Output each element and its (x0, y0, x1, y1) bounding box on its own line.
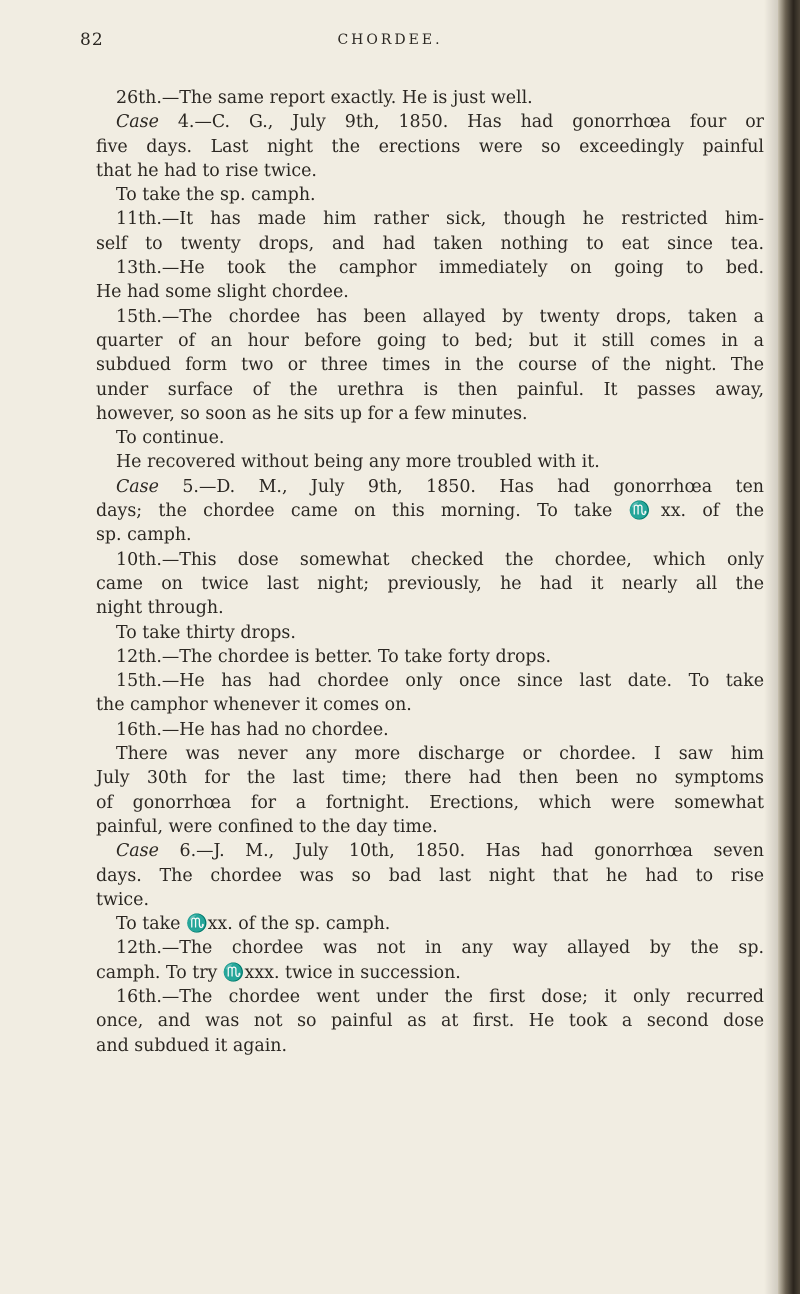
text-line (96, 378, 764, 402)
text-line (116, 426, 764, 450)
text-line (116, 207, 764, 231)
line-text: however, so soon as he sits up for a few minutes. (96, 403, 528, 424)
text-line (96, 766, 764, 790)
line-text: camph. To try ♏xxx. twice in succession. (96, 962, 461, 983)
line-text: He recovered without being any more troubled with it. (116, 452, 600, 473)
text-line (116, 86, 764, 110)
text-line (96, 135, 764, 159)
page-number: 82 (80, 30, 104, 50)
line-text: sp. camph. (96, 525, 192, 546)
line-text: 10th.—This dose somewhat checked the chordee, which only (116, 549, 764, 570)
line-text: quarter of an hour before going to bed; but it still comes in a (96, 330, 764, 351)
case-label: Case (116, 112, 159, 133)
body-text (96, 86, 764, 1058)
line-text: came on twice last night; previously, he had it nearly all the (96, 573, 764, 594)
text-line (96, 864, 764, 888)
line-text: days. The chordee was so bad last night that he had to rise (96, 865, 764, 886)
text-line (96, 523, 764, 547)
line-text: To take ♏xx. of the sp. camph. (116, 914, 391, 935)
line-text: twice. (96, 889, 149, 910)
line-text: painful, were confined to the day time. (96, 816, 438, 837)
line-text: 16th.—He has had no chordee. (116, 719, 389, 740)
line-text: days; the chordee came on this morning. To take ♏xx. of the (96, 501, 764, 522)
line-text: 15th.—He has had chordee only once since last date. To take (116, 671, 764, 692)
case-label: Case (116, 841, 159, 862)
text-line (96, 815, 764, 839)
text-line (116, 742, 764, 766)
text-line (116, 548, 764, 572)
text-line (116, 450, 764, 474)
text-line (96, 499, 764, 523)
line-text: and subdued it again. (96, 1035, 288, 1056)
text-line (116, 985, 764, 1009)
text-line (96, 402, 764, 426)
text-line (116, 183, 764, 207)
text-line (116, 718, 764, 742)
line-text: July 30th for the last time; there had then been no symptoms (96, 768, 764, 789)
line-text: night through. (96, 598, 224, 619)
line-text: He had some slight chordee. (96, 282, 349, 303)
line-text: 13th.—He took the camphor immediately on going to bed. (116, 258, 764, 279)
line-text: To take thirty drops. (116, 622, 296, 643)
text-line (96, 159, 764, 183)
text-line (116, 936, 764, 960)
line-text: of gonorrhœa for a fortnight. Erections, which were somewhat (96, 792, 764, 813)
line-text: self to twenty drops, and had taken nothing to eat since tea. (96, 233, 764, 254)
text-line (116, 305, 764, 329)
line-text: that he had to rise twice. (96, 160, 317, 181)
text-line (96, 791, 764, 815)
text-line (116, 110, 764, 134)
line-text: 12th.—The chordee was not in any way allayed by the sp. (116, 938, 764, 959)
line-text: 5.—D. M., July 9th, 1850. Has had gonorrhœa ten (158, 476, 764, 497)
page-header (0, 30, 780, 54)
text-line (96, 961, 764, 985)
line-text: 16th.—The chordee went under the first dose; it only recurred (116, 986, 764, 1007)
line-text: 6.—J. M., July 10th, 1850. Has had gonorrhœa seven (158, 841, 764, 862)
text-line (96, 1034, 764, 1058)
page-gutter-shadow (764, 0, 778, 1294)
text-line (116, 912, 764, 936)
line-text: 26th.—The same report exactly. He is just well. (116, 88, 533, 108)
text-line (96, 329, 764, 353)
text-line (116, 839, 764, 863)
line-text: There was never any more discharge or chordee. I saw him (116, 744, 764, 765)
text-line (96, 232, 764, 256)
text-line (96, 693, 764, 717)
line-text: 11th.—It has made him rather sick, though he restricted him- (116, 209, 764, 230)
text-line (96, 596, 764, 620)
text-line (116, 645, 764, 669)
case-label: Case (116, 476, 159, 497)
text-line (116, 621, 764, 645)
line-text: 15th.—The chordee has been allayed by twenty drops, taken a (116, 306, 764, 327)
line-text: To continue. (116, 428, 225, 449)
text-line (96, 280, 764, 304)
line-text: once, and was not so painful as at first. He took a second dose (96, 1011, 764, 1032)
book-edge (778, 0, 800, 1294)
text-line (96, 888, 764, 912)
text-line (96, 353, 764, 377)
text-line (116, 475, 764, 499)
text-line (116, 256, 764, 280)
line-text: subdued form two or three times in the course of the night. The (96, 355, 764, 376)
line-text: To take the sp. camph. (116, 185, 316, 206)
running-head: CHORDEE. (337, 32, 443, 48)
line-text: the camphor whenever it comes on. (96, 695, 412, 716)
text-line (116, 669, 764, 693)
text-line (96, 572, 764, 596)
line-text: 4.—C. G., July 9th, 1850. Has had gonorrhœa four or (158, 112, 764, 133)
line-text: under surface of the urethra is then painful. It passes away, (96, 379, 764, 400)
line-text: five days. Last night the erections were so exceedingly painful (96, 136, 764, 157)
text-line (96, 1009, 764, 1033)
line-text: 12th.—The chordee is better. To take forty drops. (116, 646, 552, 667)
